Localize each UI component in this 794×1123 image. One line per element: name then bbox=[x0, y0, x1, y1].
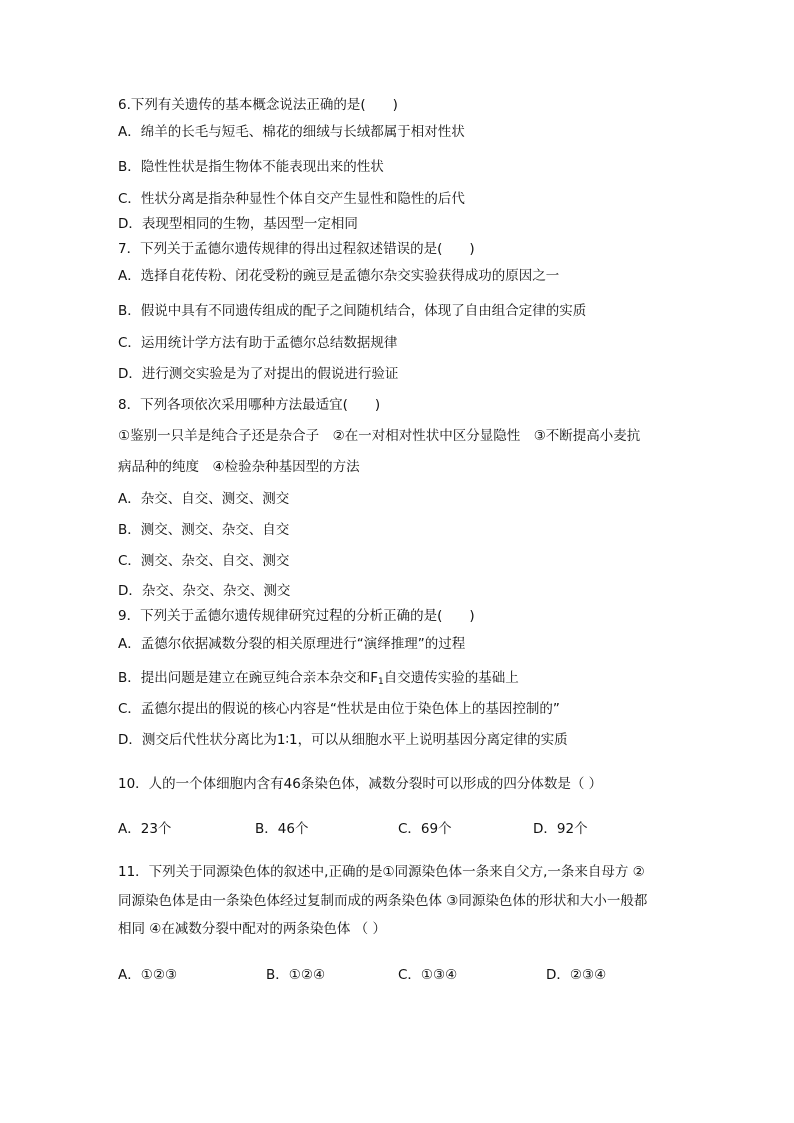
q9-option-b-text: B．提出问题是建立在豌豆纯合亲本杂交和F bbox=[118, 670, 379, 686]
q9-option-c: C．孟德尔提出的假说的核心内容是“性状是由位于染色体上的基因控制的” bbox=[118, 701, 560, 717]
q10-option-c: C．69个 bbox=[398, 821, 452, 837]
q7-option-d: D．进行测交实验是为了对提出的假说进行验证 bbox=[118, 366, 399, 382]
q11-option-c: C．①③④ bbox=[398, 967, 458, 983]
q7-option-a: A．选择自花传粉、闭花受粉的豌豆是孟德尔杂交实验获得成功的原因之一 bbox=[118, 268, 560, 284]
q11-option-b: B．①②④ bbox=[266, 967, 326, 983]
q8-option-a: A．杂交、自交、测交、测交 bbox=[118, 491, 290, 507]
q11-stem-line1: 11．下列关于同源染色体的叙述中,正确的是①同源染色体一条来自父方,一条来自母方 ② bbox=[118, 864, 645, 880]
q8-items-line1: ①鉴别一只羊是纯合子还是杂合子 ②在一对相对性状中区分显隐性 ③不断提高小麦抗 bbox=[118, 428, 641, 444]
q9-option-b-subscript: 1 bbox=[378, 677, 384, 687]
q8-items-line2: 病品种的纯度 ④检验杂种基因型的方法 bbox=[118, 459, 360, 475]
q8-option-c: C．测交、杂交、自交、测交 bbox=[118, 553, 290, 569]
q8-option-d: D．杂交、杂交、杂交、测交 bbox=[118, 583, 291, 599]
q6-stem: 6.下列有关遗传的基本概念说法正确的是( ) bbox=[118, 97, 398, 113]
q10-stem: 10．人的一个体细胞内含有46条染色体，减数分裂时可以形成的四分体数是（ ） bbox=[118, 776, 603, 792]
q11-stem-line2: 同源染色体是由一条染色体经过复制而成的两条染色体 ③同源染色体的形状和大小一般都 bbox=[118, 893, 648, 909]
q7-option-c: C．运用统计学方法有助于孟德尔总结数据规律 bbox=[118, 335, 398, 351]
q6-option-d: D．表现型相同的生物，基因型一定相同 bbox=[118, 216, 358, 232]
q6-option-b: B．隐性性状是指生物体不能表现出来的性状 bbox=[118, 159, 384, 175]
q10-option-b: B．46个 bbox=[255, 821, 309, 837]
q11-option-a: A．①②③ bbox=[118, 967, 178, 983]
q9-option-a: A．孟德尔依据减数分裂的相关原理进行“演绎推理”的过程 bbox=[118, 636, 466, 652]
q9-option-b-text-end: 自交遗传实验的基础上 bbox=[383, 670, 519, 686]
q8-option-b: B．测交、测交、杂交、自交 bbox=[118, 522, 290, 538]
q7-option-b: B．假说中具有不同遗传组成的配子之间随机结合，体现了自由组合定律的实质 bbox=[118, 303, 587, 319]
q8-stem: 8．下列各项依次采用哪种方法最适宜( ) bbox=[118, 397, 381, 413]
q10-option-a: A．23个 bbox=[118, 821, 172, 837]
q9-option-d: D．测交后代性状分离比为1∶1，可以从细胞水平上说明基因分离定律的实质 bbox=[118, 732, 568, 748]
q11-option-d: D．②③④ bbox=[546, 967, 607, 983]
q6-option-c: C．性状分离是指杂种显性个体自交产生显性和隐性的后代 bbox=[118, 191, 465, 207]
q9-stem: 9．下列关于孟德尔遗传规律研究过程的分析正确的是( ) bbox=[118, 608, 475, 624]
q11-stem-line3: 相同 ④在减数分裂中配对的两条染色体 （ ） bbox=[118, 921, 386, 937]
q9-option-b bbox=[118, 669, 519, 691]
q6-option-a: A．绵羊的长毛与短毛、棉花的细绒与长绒都属于相对性状 bbox=[118, 124, 465, 140]
q10-option-d: D．92个 bbox=[533, 821, 588, 837]
q7-stem: 7．下列关于孟德尔遗传规律的得出过程叙述错误的是( ) bbox=[118, 241, 475, 257]
